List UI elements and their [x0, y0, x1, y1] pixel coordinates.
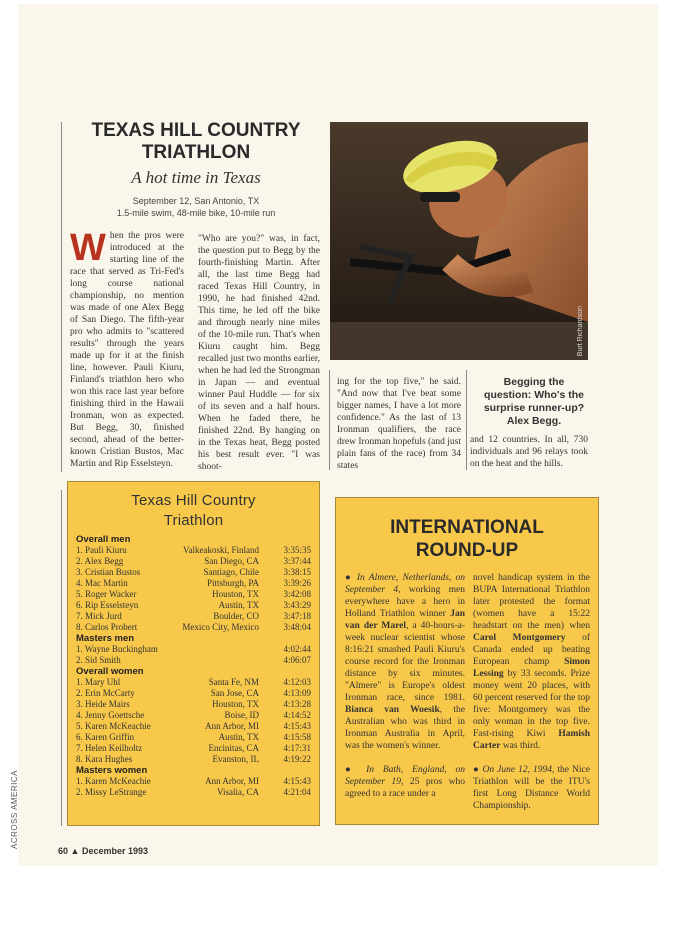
athlete-location: Evanston, IL — [212, 754, 259, 764]
athlete-location: Houston, TX — [212, 699, 259, 709]
finish-time: 3:43:29 — [283, 600, 311, 610]
photo-credit: Burt Richardson — [577, 305, 584, 356]
article-column-2: "Who are you?" was, in fact, the question put to Begg by the fourth-finishing Martin. After all, the last time Begg had raced Texas Hill Country, in 1990, he had finished 42nd. This time, he led off the bike and through nearly nine miles of the 10-mile run. That's when Kiuru caught him. Begg recalled just two months earlier, when he had led the Strongman in Japan — and eventual winner Paul Huddle — for six of its seven and a half hours. When he faded there, he finished 22nd. By hanging on in the Texas heat, Begg posted his best result ever. "I was shoot- — [198, 234, 320, 472]
results-row — [76, 567, 311, 578]
finish-time: 3:37:44 — [283, 556, 311, 566]
article-column-3: ing for the top five," he said. "And now that I've beat some bigger names, I have a lot more confidence." As the last of 13 Ironman qualifiers, the race drew Ironman hopefuls (and just plain fans of the race) from 34 states — [337, 377, 461, 471]
roundup-item-nice: ● On June 12, 1994, the Nice Triathlon will be the ITU's first Long Distance World Championship. — [473, 765, 590, 811]
results-row — [76, 732, 311, 743]
column-rule — [466, 370, 467, 470]
results-title-line1: Texas Hill Country — [131, 492, 256, 509]
cyclist-photo — [330, 122, 588, 360]
results-row — [76, 754, 311, 765]
results-box — [67, 481, 320, 826]
athlete-location: Austin, TX — [218, 732, 259, 742]
roundup-item-bath: ● In Bath, England, on September 19, 25 pros who agreed to a race under a — [345, 765, 465, 799]
finish-time: 4:19:22 — [283, 754, 311, 764]
athlete-name: 5. Karen McKeachie — [76, 721, 151, 731]
article-text: hen the pros were introduced at the starting line of the race that served as Tri-Fed's long course national championship, no mention was made of one Alex Begg of San Diego. The fifth-year pro who admits to "scattered results" through the years made up for it at the finish line, however. Pauli Kiuru, Finland's triathlon hero who won this race last year before finishing third in the Hawaii Ironman, won as expected. But Begg, 30, finished second, ahead of the better-known Cristian Bustos, Mac Martin and Rip Esselsteyn. — [70, 231, 184, 469]
athlete-location: Austin, TX — [218, 600, 259, 610]
athlete-name: 3. Heide Mairs — [76, 699, 130, 709]
finish-time: 4:14:52 — [283, 710, 311, 720]
athlete-name: 2. Missy LeStrange — [76, 787, 147, 797]
finish-time: 4:02:44 — [283, 644, 311, 654]
column-rule — [329, 370, 330, 470]
athlete-name: 6. Rip Esselsteyn — [76, 600, 139, 610]
athlete-name: 1. Mary Uhl — [76, 677, 121, 687]
finish-time: 4:13:09 — [283, 688, 311, 698]
athlete-location: Ann Arbor, MI — [205, 776, 259, 786]
athlete-name: 2. Alex Begg — [76, 556, 124, 566]
roundup-item-almere: ● In Almere, Netherlands, on September 4, working men everywhere have a hero in Holland Triathlon winner Jan van der Marel, a 40-hours-a-week nuclear scientist whose 8:16:21 smashed Pauli Kiuru's course record for the Ironman distance by six minutes. "Almere" is Europe's oldest Ironman race, since 1981. Bianca van Woesik, the Australian who was third in Ironman Australia in April, was the women's winner. — [345, 573, 466, 751]
finish-time: 3:47:18 — [283, 611, 311, 621]
athlete-name: 7. Mick Jurd — [76, 611, 122, 621]
results-row — [76, 710, 311, 721]
athlete-name: 6. Karen Griffin — [76, 732, 135, 742]
athlete-name: 1. Pauli Kiuru — [76, 545, 127, 555]
finish-time: 4:15:43 — [283, 776, 311, 786]
athlete-location: Boise, ID — [224, 710, 259, 720]
athlete-location: San Diego, CA — [204, 556, 259, 566]
athlete-name: 8. Carlos Probert — [76, 622, 138, 632]
column-rule — [61, 122, 62, 472]
results-row — [76, 644, 311, 655]
athlete-name: 4. Jenny Goettsche — [76, 710, 145, 720]
athlete-name: 5. Roger Wacker — [76, 589, 137, 599]
results-row — [76, 611, 311, 622]
finish-time: 3:35:35 — [283, 545, 311, 555]
athlete-name: 4. Mac Martin — [76, 578, 128, 588]
results-row — [76, 677, 311, 688]
results-row — [76, 699, 311, 710]
article-column-1 — [70, 227, 184, 470]
page-number: 60 — [58, 846, 69, 856]
finish-time: 3:38:15 — [283, 567, 311, 577]
finish-time: 4:17:31 — [283, 743, 311, 753]
athlete-name: 7. Helen Keilholtz — [76, 743, 143, 753]
results-section-heading: Overall women — [76, 666, 144, 677]
drop-cap: W — [70, 227, 106, 269]
article-subhead: A hot time in Texas — [131, 168, 261, 187]
athlete-name: 2. Sid Smith — [76, 655, 121, 665]
finish-time: 4:15:43 — [283, 721, 311, 731]
column-rule — [61, 490, 62, 826]
athlete-location: Encinitas, CA — [208, 743, 259, 753]
results-row — [76, 787, 311, 798]
results-row — [76, 622, 311, 633]
athlete-location: Mexico City, Mexico — [182, 622, 259, 632]
athlete-name: 8. Kara Hughes — [76, 754, 133, 764]
results-row — [76, 556, 311, 567]
athlete-location: Valkeakoski, Finland — [183, 545, 259, 555]
page-footer — [58, 846, 148, 856]
article-headline: TEXAS HILL COUNTRY TRIATHLON — [91, 120, 301, 163]
results-row — [76, 721, 311, 732]
results-section-heading: Masters women — [76, 765, 148, 776]
results-section-heading: Masters men — [76, 633, 135, 644]
athlete-name: 1. Karen McKeachie — [76, 776, 151, 786]
athlete-location: Ann Arbor, MI — [205, 721, 259, 731]
roundup-column-2 — [473, 572, 590, 812]
results-row — [76, 545, 311, 556]
athlete-location: Houston, TX — [212, 589, 259, 599]
roundup-title: INTERNATIONAL ROUND-UP — [390, 517, 544, 561]
results-title-line2: Triathlon — [163, 512, 224, 529]
results-row — [76, 776, 311, 787]
article-column-4: and 12 countries. In all, 730 individuals and 96 relays took on the heat and the hills. — [470, 435, 588, 469]
finish-time: 4:21:04 — [283, 787, 311, 797]
athlete-location: Santiago, Chile — [203, 567, 259, 577]
results-row — [76, 600, 311, 611]
race-distances: 1.5-mile swim, 48-mile bike, 10-mile run — [116, 208, 276, 218]
athlete-location: Pittsburgh, PA — [206, 578, 259, 588]
results-section-heading: Overall men — [76, 534, 131, 545]
finish-time: 4:13:28 — [283, 699, 311, 709]
section-label: ACROSS AMERICA — [10, 770, 19, 850]
results-row — [76, 688, 311, 699]
athlete-name: 3. Cristian Bustos — [76, 567, 141, 577]
finish-time: 3:48:04 — [283, 622, 311, 632]
results-row — [76, 578, 311, 589]
finish-time: 3:39:26 — [283, 578, 311, 588]
athlete-name: 2. Erin McCarty — [76, 688, 135, 698]
cyclist-illustration — [330, 122, 588, 360]
finish-time: 4:12:03 — [283, 677, 311, 687]
athlete-location: Boulder, CO — [213, 611, 259, 621]
athlete-location: Visalia, CA — [217, 787, 259, 797]
roundup-item-bath-cont: novel handicap system in the BUPA International Triathlon later protested the format (women have a 15:22 headstart on the men) when Carol Montgomery of Canada ended up beating European champ Simon Lessing by 33 seconds. Prize money went 20 places, with 60 percent reserved for the top five: Montgomery was the only woman in the top five. Fast-rising Kiwi Hamish Carter was third. — [473, 573, 590, 751]
triangle-icon: ▲ — [70, 846, 80, 856]
results-row — [76, 589, 311, 600]
finish-time: 4:06:07 — [283, 655, 311, 665]
results-row — [76, 743, 311, 754]
photo-caption: Begging the question: Who's the surprise runner-up? Alex Begg. — [483, 376, 585, 427]
race-date-location: September 12, San Antonio, TX — [132, 196, 260, 206]
issue-date: December 1993 — [81, 846, 149, 856]
athlete-name: 1. Wayne Buckingham — [76, 644, 158, 654]
results-row — [76, 655, 311, 666]
roundup-box — [335, 497, 599, 825]
finish-time: 4:15:58 — [283, 732, 311, 742]
finish-time: 3:42:08 — [283, 589, 311, 599]
athlete-location: San Jose, CA — [210, 688, 259, 698]
athlete-location: Santa Fe, NM — [208, 677, 259, 687]
roundup-column-1 — [345, 572, 465, 800]
